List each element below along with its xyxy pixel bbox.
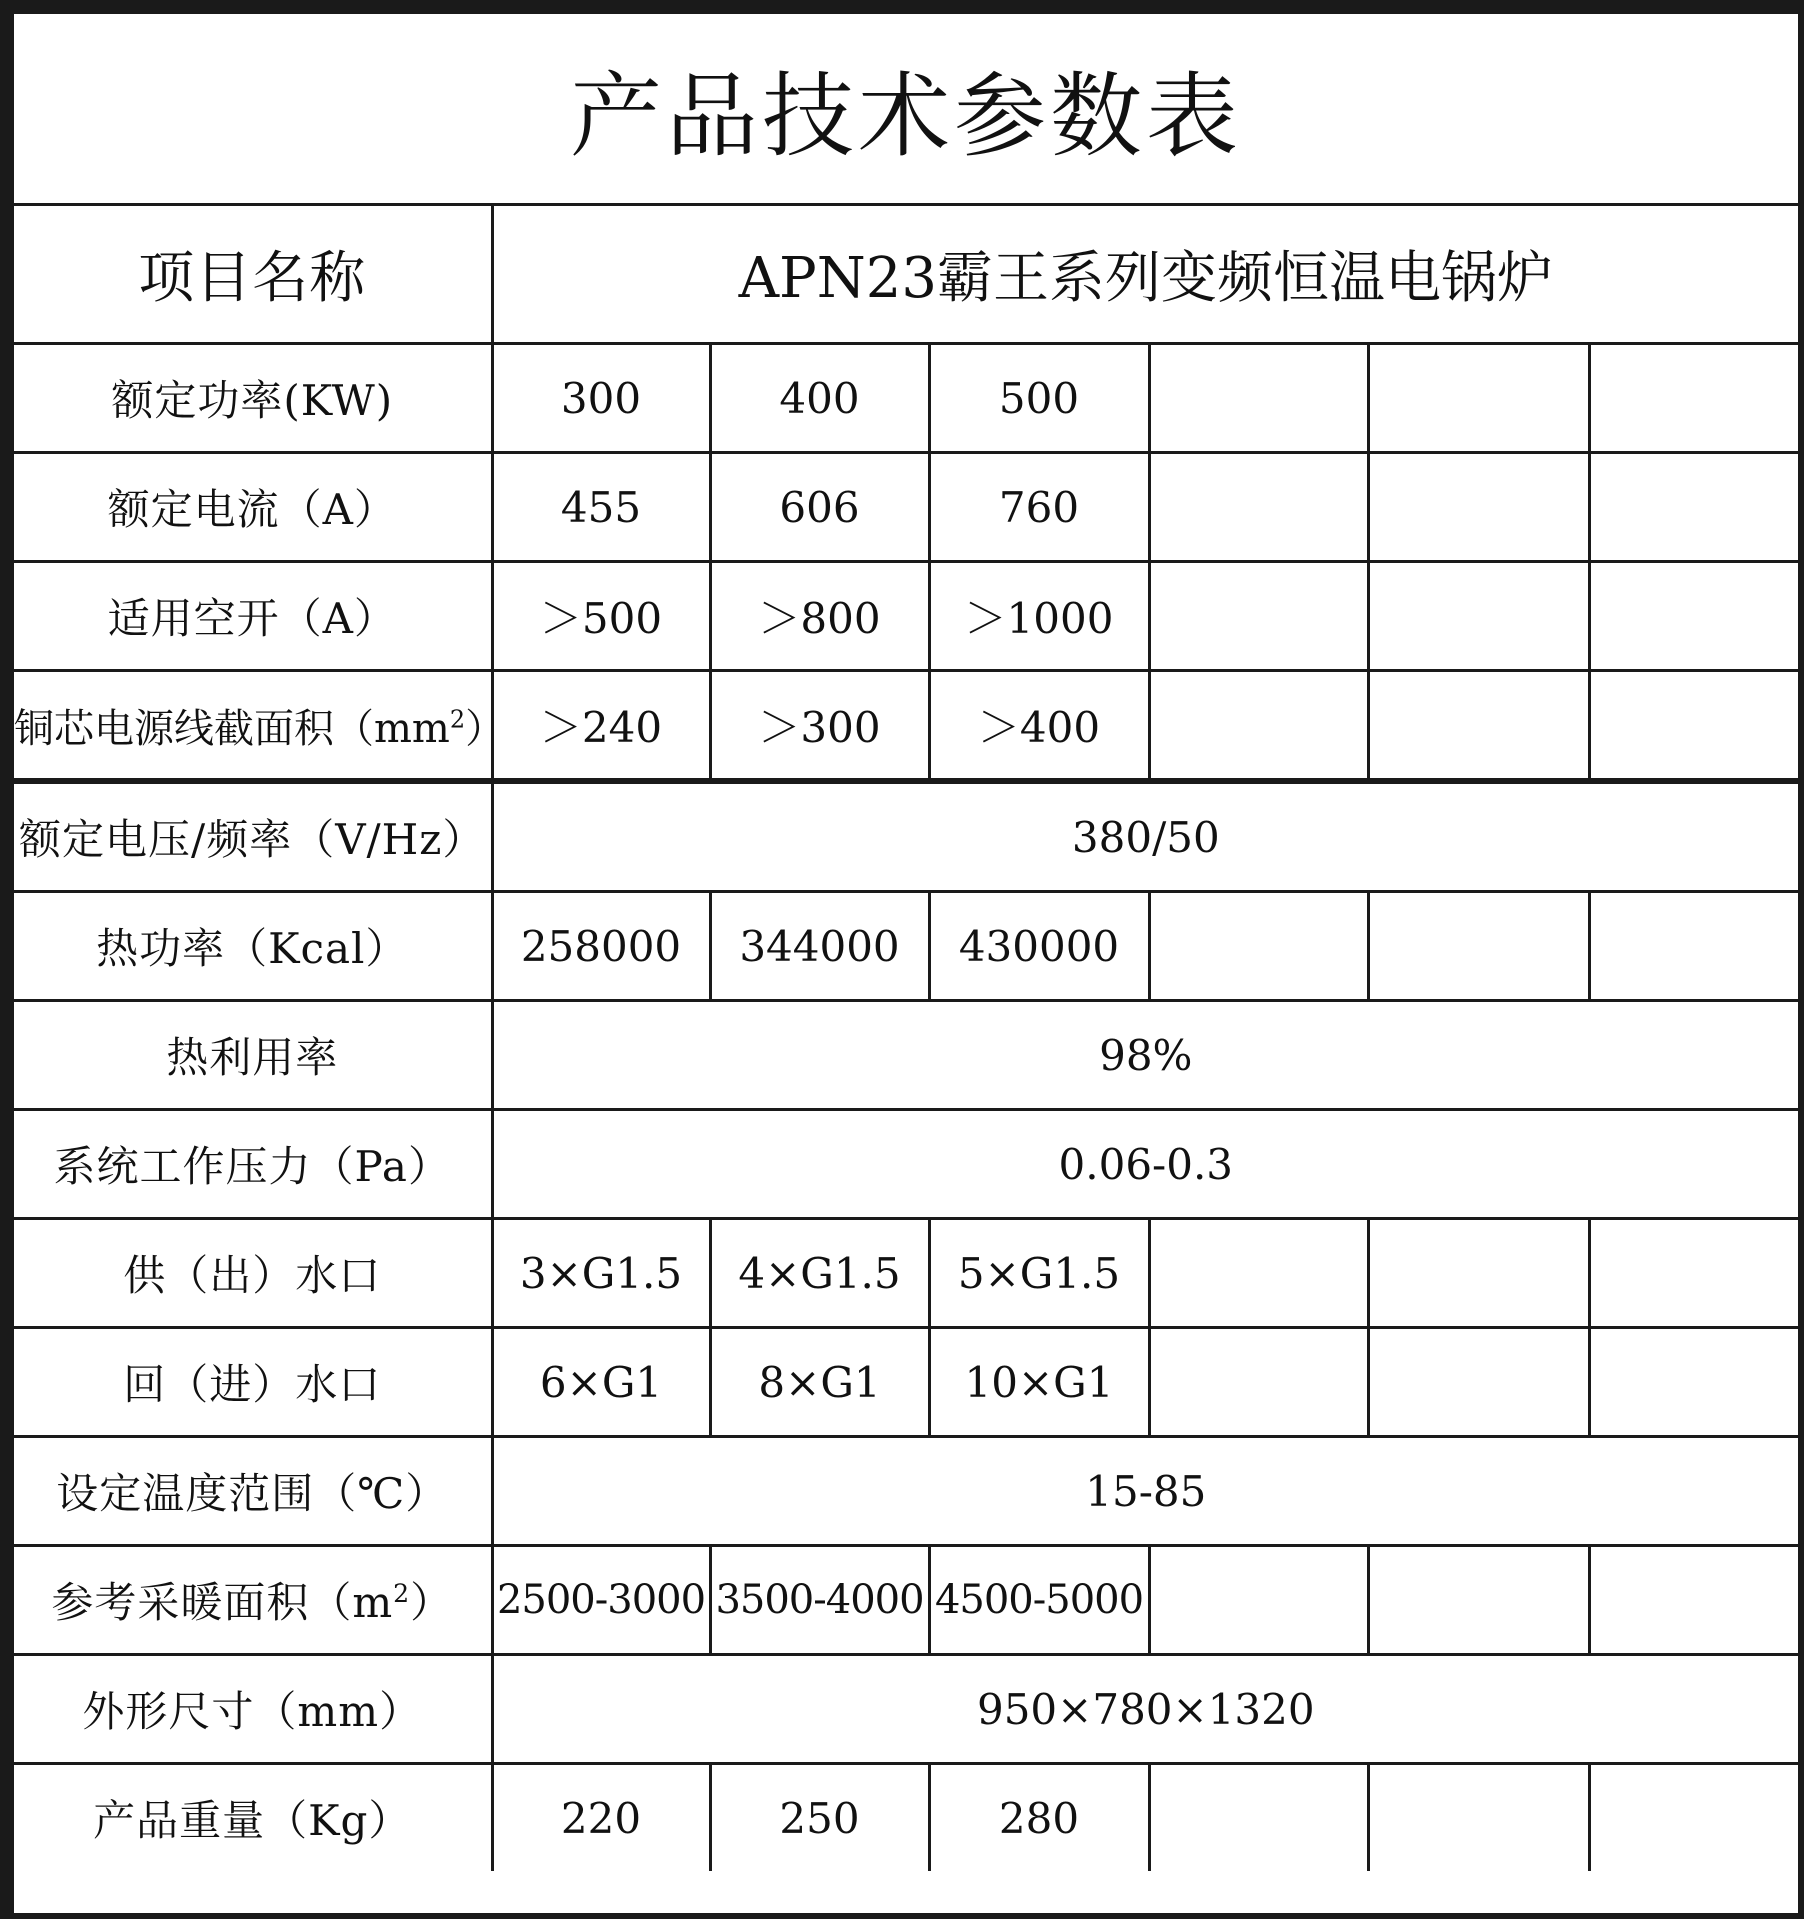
row-label-main: 铜芯电源线截面积（mm [14,705,450,752]
table-row-heat-power [14,892,1798,1001]
table-cell [1149,344,1368,453]
row-label-end: ） [465,705,506,752]
row-label-end: ） [410,1578,454,1627]
table-cell [1368,1546,1589,1655]
header-label: 项目名称 [14,206,492,344]
table-cell: 250 [710,1764,929,1872]
table-row-rated-power [14,344,1798,453]
table-cell: 280 [929,1764,1149,1872]
table-cell [1149,1546,1368,1655]
table-cell: ＞240 [492,671,710,782]
table-cell-merged: 15-85 [492,1437,1798,1546]
table-cell [1368,671,1589,782]
table-cell [1149,1219,1368,1328]
table-cell: 3500-4000 [710,1546,929,1655]
product-name: APN23霸王系列变频恒温电锅炉 [492,206,1798,344]
table-cell: 455 [492,453,710,562]
table-cell: 430000 [929,892,1149,1001]
table-cell [1589,1546,1798,1655]
row-label: 热功率（Kcal） [14,892,492,1001]
table-cell [1149,562,1368,671]
table-row-temp-range [14,1437,1798,1546]
row-label: 系统工作压力（Pa） [14,1110,492,1219]
table-cell [1149,1764,1368,1872]
table-cell: 3×G1.5 [492,1219,710,1328]
row-label [14,671,506,782]
table-cell-merged: 950×780×1320 [492,1655,1798,1764]
table-cell [1368,562,1589,671]
table-cell: 500 [929,344,1149,453]
table-cell [1149,1328,1368,1437]
table-cell: ＞1000 [929,562,1149,671]
table-cell: 760 [929,453,1149,562]
table-cell: 258000 [492,892,710,1001]
table-row-rated-current [14,453,1798,562]
table-cell: 220 [492,1764,710,1872]
row-label: 外形尺寸（mm） [14,1655,492,1764]
row-label [14,1546,492,1655]
table-cell: 344000 [710,892,929,1001]
row-label: 额定电压/频率（V/Hz） [14,781,492,892]
table-cell: 10×G1 [929,1328,1149,1437]
table-row-breaker [14,562,1798,671]
table-cell: 8×G1 [710,1328,929,1437]
table-cell: ＞800 [710,562,929,671]
table-cell [1368,453,1589,562]
table-cell [1589,671,1798,782]
table-cell: ＞300 [710,671,929,782]
page-title: 产品技术参数表 [14,14,1798,206]
row-label: 额定电流（A） [14,453,492,562]
table-cell: 400 [710,344,929,453]
table-cell [1368,892,1589,1001]
header-row [14,206,1798,344]
table-cell [1589,344,1798,453]
table-cell [1368,1219,1589,1328]
row-label-superscript: 2 [393,1579,411,1608]
table-row-cable [14,671,1798,782]
table-cell [1589,1219,1798,1328]
table-row-heating-area [14,1546,1798,1655]
table-row-return-inlet [14,1328,1798,1437]
table-cell [1368,1328,1589,1437]
table-cell [1589,892,1798,1001]
table-row-efficiency [14,1001,1798,1110]
spec-table [14,206,1798,1871]
row-label: 供（出）水口 [14,1219,492,1328]
table-cell: 6×G1 [492,1328,710,1437]
table-cell [1589,562,1798,671]
row-label: 额定功率(KW) [14,344,492,453]
table-row-weight [14,1764,1798,1872]
table-cell [1149,453,1368,562]
table-cell-merged: 380/50 [492,781,1798,892]
table-cell: 5×G1.5 [929,1219,1149,1328]
row-label: 热利用率 [14,1001,492,1110]
row-label-superscript: 2 [449,705,466,734]
table-cell: ＞500 [492,562,710,671]
table-row-supply-outlet [14,1219,1798,1328]
table-cell [1149,892,1368,1001]
table-cell [1368,1764,1589,1872]
table-cell: 4500-5000 [929,1546,1149,1655]
table-cell [1589,1328,1798,1437]
table-cell: ＞400 [929,671,1149,782]
row-label-main: 参考采暖面积（m [51,1578,394,1627]
row-label: 回（进）水口 [14,1328,492,1437]
table-cell-merged: 98% [492,1001,1798,1110]
row-label: 产品重量（Kg） [14,1764,492,1872]
table-row-voltage [14,781,1798,892]
table-cell: 2500-3000 [492,1546,710,1655]
table-cell [1589,1764,1798,1872]
table-cell: 606 [710,453,929,562]
table-cell [1589,453,1798,562]
table-cell-merged: 0.06-0.3 [492,1110,1798,1219]
table-cell: 4×G1.5 [710,1219,929,1328]
row-label: 设定温度范围（℃） [14,1437,492,1546]
table-cell [1149,671,1368,782]
table-cell [1368,344,1589,453]
table-cell: 300 [492,344,710,453]
table-row-pressure [14,1110,1798,1219]
table-row-dimensions [14,1655,1798,1764]
row-label: 适用空开（A） [14,562,492,671]
